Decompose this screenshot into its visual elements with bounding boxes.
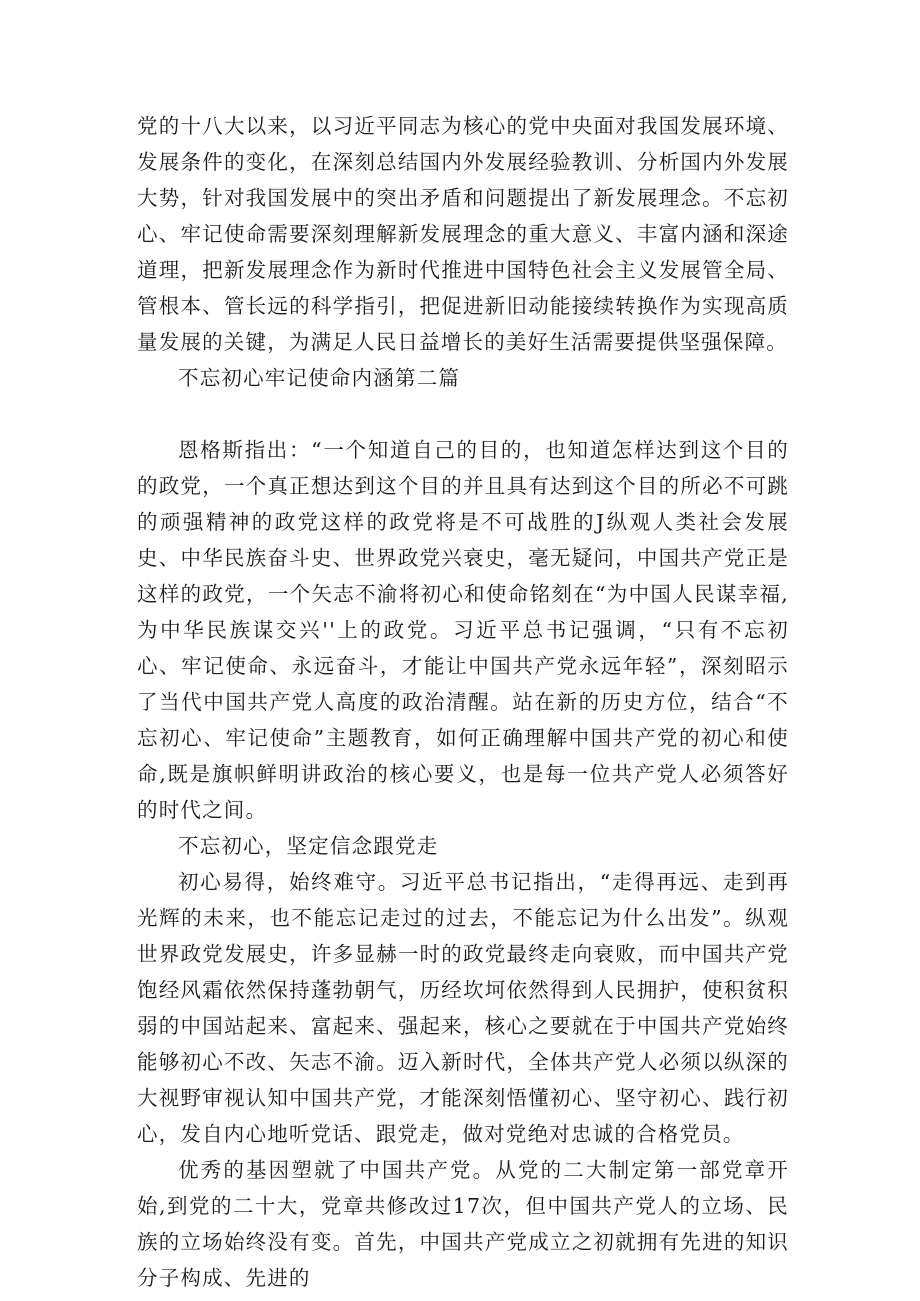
document-page	[137, 108, 789, 1296]
section-heading-firm-belief: 不忘初心，坚定信念跟党走	[178, 834, 439, 858]
section-title-second-article: 不忘初心牢记使命内涵第二篇	[178, 366, 461, 390]
paragraph-intro: 党的十八大以来，以习近平同志为核心的党中央面对我国发展环境、发展条件的变化，在深刻总结国内外发展经验教训、分析国内外发展大势，针对我国发展中的突出矛盾和问题提出了新发展理念。不忘初心、牢记使命需要深刻理解新发展理念的重大意义、丰富内涵和深途道理，把新发展理念作为新时代推进中国特色社会主义发展管全局、管根本、管长远的科学指引，把促进新旧动能接续转换作为实现高质量发展的关键，为满足人民日益增长的美好生活需要提供坚强保障。	[137, 114, 789, 354]
blank-line	[137, 396, 789, 432]
paragraph-excellent-genes: 优秀的基因塑就了中国共产党。从党的二大制定第一部党章开始,到党的二十大，党章共修改过17次，但中国共产党人的立场、民族的立场始终没有变。首先，中国共产党成立之初就拥有先进的知识分子构成、先进的	[137, 1158, 789, 1290]
paragraph-original-intention: 初心易得，始终难守。习近平总书记指出，“走得再远、走到再光辉的未来，也不能忘记走过的过去，不能忘记为什么出发”。纵观世界政党发展史，许多显赫一时的政党最终走向衰败，而中国共产党饱经风霜依然保持蓬勃朝气，历经坎坷依然得到人民拥护，使积贫积弱的中国站起来、富起来、强起来，核心之要就在于中国共产党始终能够初心不改、矢志不渝。迈入新时代，全体共产党人必须以纵深的大视野审视认知中国共产党，才能深刻悟懂初心、坚守初心、践行初心，发自内心地听党话、跟党走，做对党绝对忠诚的合格党员。	[137, 870, 789, 1146]
paragraph-engels-quote: 恩格斯指出：“一个知道自己的目的，也知道怎样达到这个目的的政党，一个真正想达到这个目的并且具有达到这个目的所必不可跳的顽强精神的政党这样的政党将是不可战胜的J纵观人类社会发展史、中华民族奋斗史、世界政党兴衰史，毫无疑问，中国共产党正是这样的政党，一个矢志不渝将初心和使命铭刻在“为中国人民谋幸福,为中华民族谋交兴''上的政党。习近平总书记强调，“只有不忘初心、牢记使命、永远奋斗，才能让中国共产党永远年轻”，深刻昭示了当代中国共产党人高度的政治清醒。站在新的历史方位，结合“不忘初心、牢记使命”主题教育，如何正确理解中国共产党的初心和使命,既是旗帜鲜明讲政治的核心要义，也是每一位共产党人必须答好的时代之间。	[137, 438, 789, 822]
